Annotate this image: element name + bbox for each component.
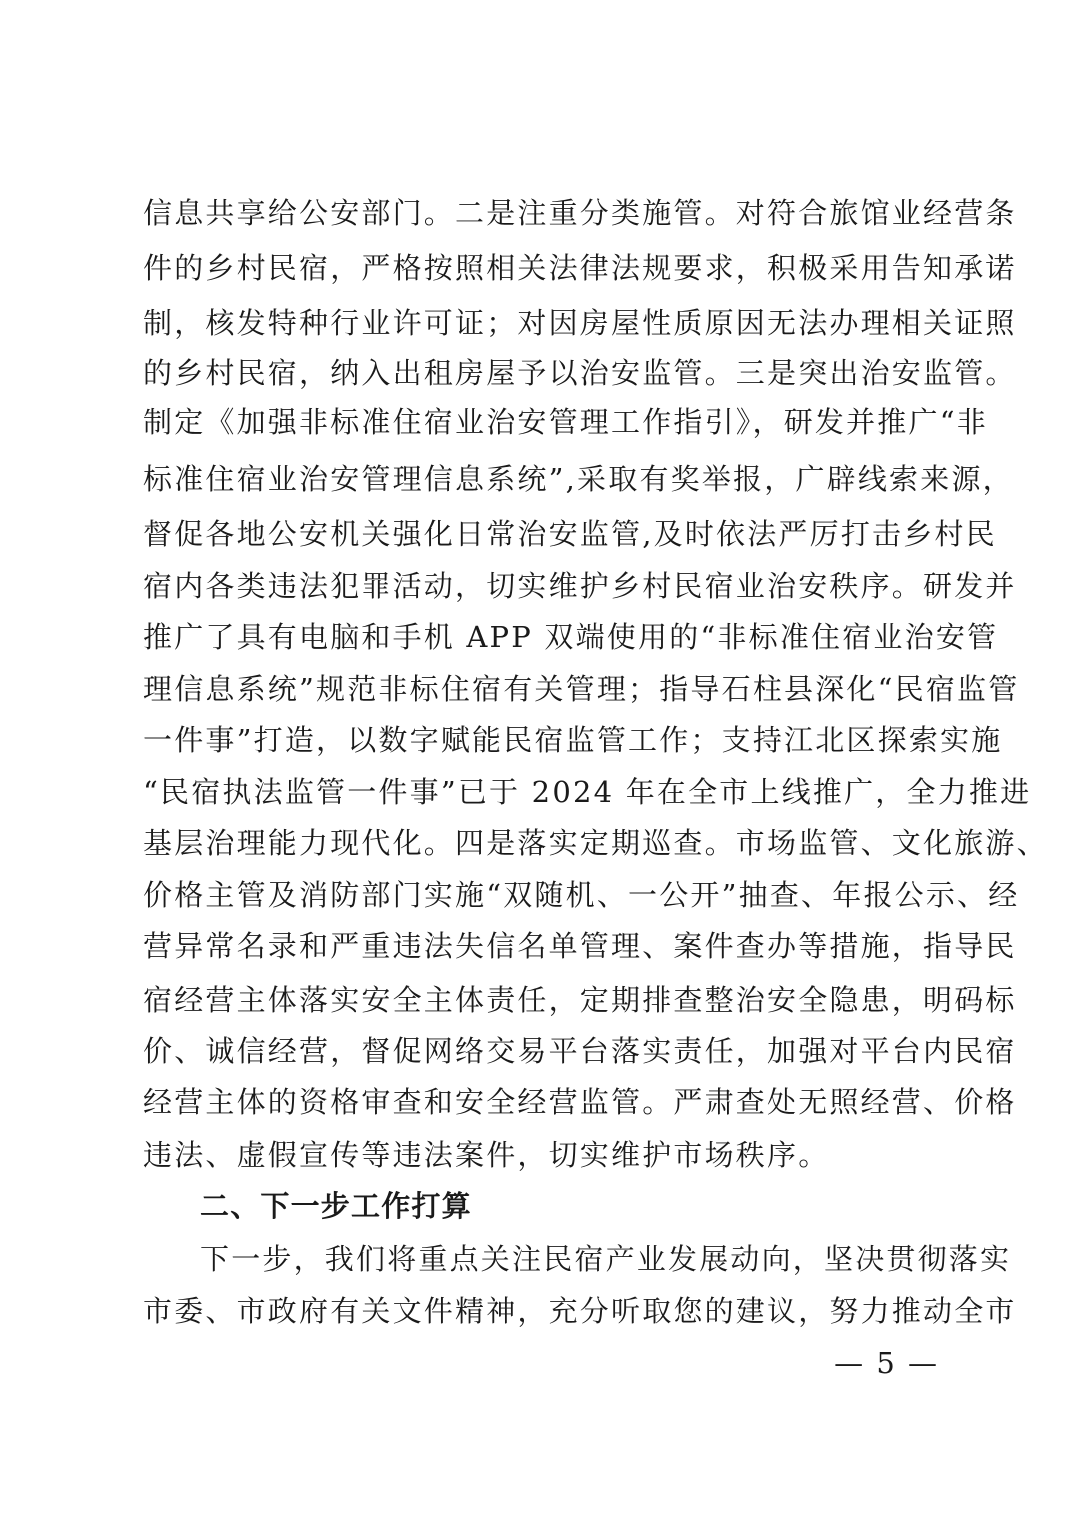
paragraph-line: 信息共享给公安部门。二是注重分类施管。对符合旅馆业经营条 [143,196,1017,230]
paragraph-line: 价、诚信经营，督促网络交易平台落实责任，加强对平台内民宿 [143,1034,1017,1068]
paragraph-line: 营异常名录和严重违法失信名单管理、案件查办等措施，指导民 [143,929,1017,963]
paragraph-line: 宿经营主体落实安全主体责任，定期排查整治安全隐患，明码标 [143,983,1017,1017]
paragraph-line: 制定《加强非标准住宿业治安管理工作指引》，研发并推广“非 [143,405,988,439]
paragraph-line: 宿内各类违法犯罪活动，切实维护乡村民宿业治安秩序。研发并 [143,569,1017,603]
paragraph-line: 推广了具有电脑和手机 APP 双端使用的“非标准住宿业治安管 [143,620,999,654]
paragraph-line: 理信息系统”规范非标住宿有关管理；指导石柱县深化“民宿监管 [143,672,1020,706]
paragraph-line: 件的乡村民宿，严格按照相关法律法规要求，积极采用告知承诺 [143,251,1017,285]
paragraph-line: 经营主体的资格审查和安全经营监管。严肃查处无照经营、价格 [143,1085,1017,1119]
paragraph-line: 制，核发特种行业许可证；对因房屋性质原因无法办理相关证照 [143,306,1017,340]
paragraph-line: 的乡村民宿，纳入出租房屋予以治安监管。三是突出治安监管。 [143,356,1017,390]
paragraph-line: 下一步，我们将重点关注民宿产业发展动向，坚决贯彻落实 [200,1242,1012,1276]
paragraph-line: 督促各地公安机关强化日常治安监管,及时依法严厉打击乡村民 [143,517,997,551]
paragraph-line: 基层治理能力现代化。四是落实定期巡查。市场监管、文化旅游、 [143,826,1048,860]
paragraph-line: 一件事”打造，以数字赋能民宿监管工作；支持江北区探索实施 [143,723,1003,757]
paragraph-line: 市委、市政府有关文件精神，充分听取您的建议，努力推动全市 [143,1294,1017,1328]
paragraph-line: 价格主管及消防部门实施“双随机、一公开”抽查、年报公示、经 [143,878,1020,912]
paragraph-line: “民宿执法监管一件事”已于 2024 年在全市上线推广，全力推进 [143,775,1032,809]
paragraph-line: 标准住宿业治安管理信息系统”,采取有奖举报，广辟线索来源， [143,462,1014,496]
section-heading: 二、下一步工作打算 [200,1189,472,1223]
page-number: — 5 — [834,1346,939,1380]
paragraph-line: 违法、虚假宣传等违法案件，切实维护市场秩序。 [143,1138,830,1172]
